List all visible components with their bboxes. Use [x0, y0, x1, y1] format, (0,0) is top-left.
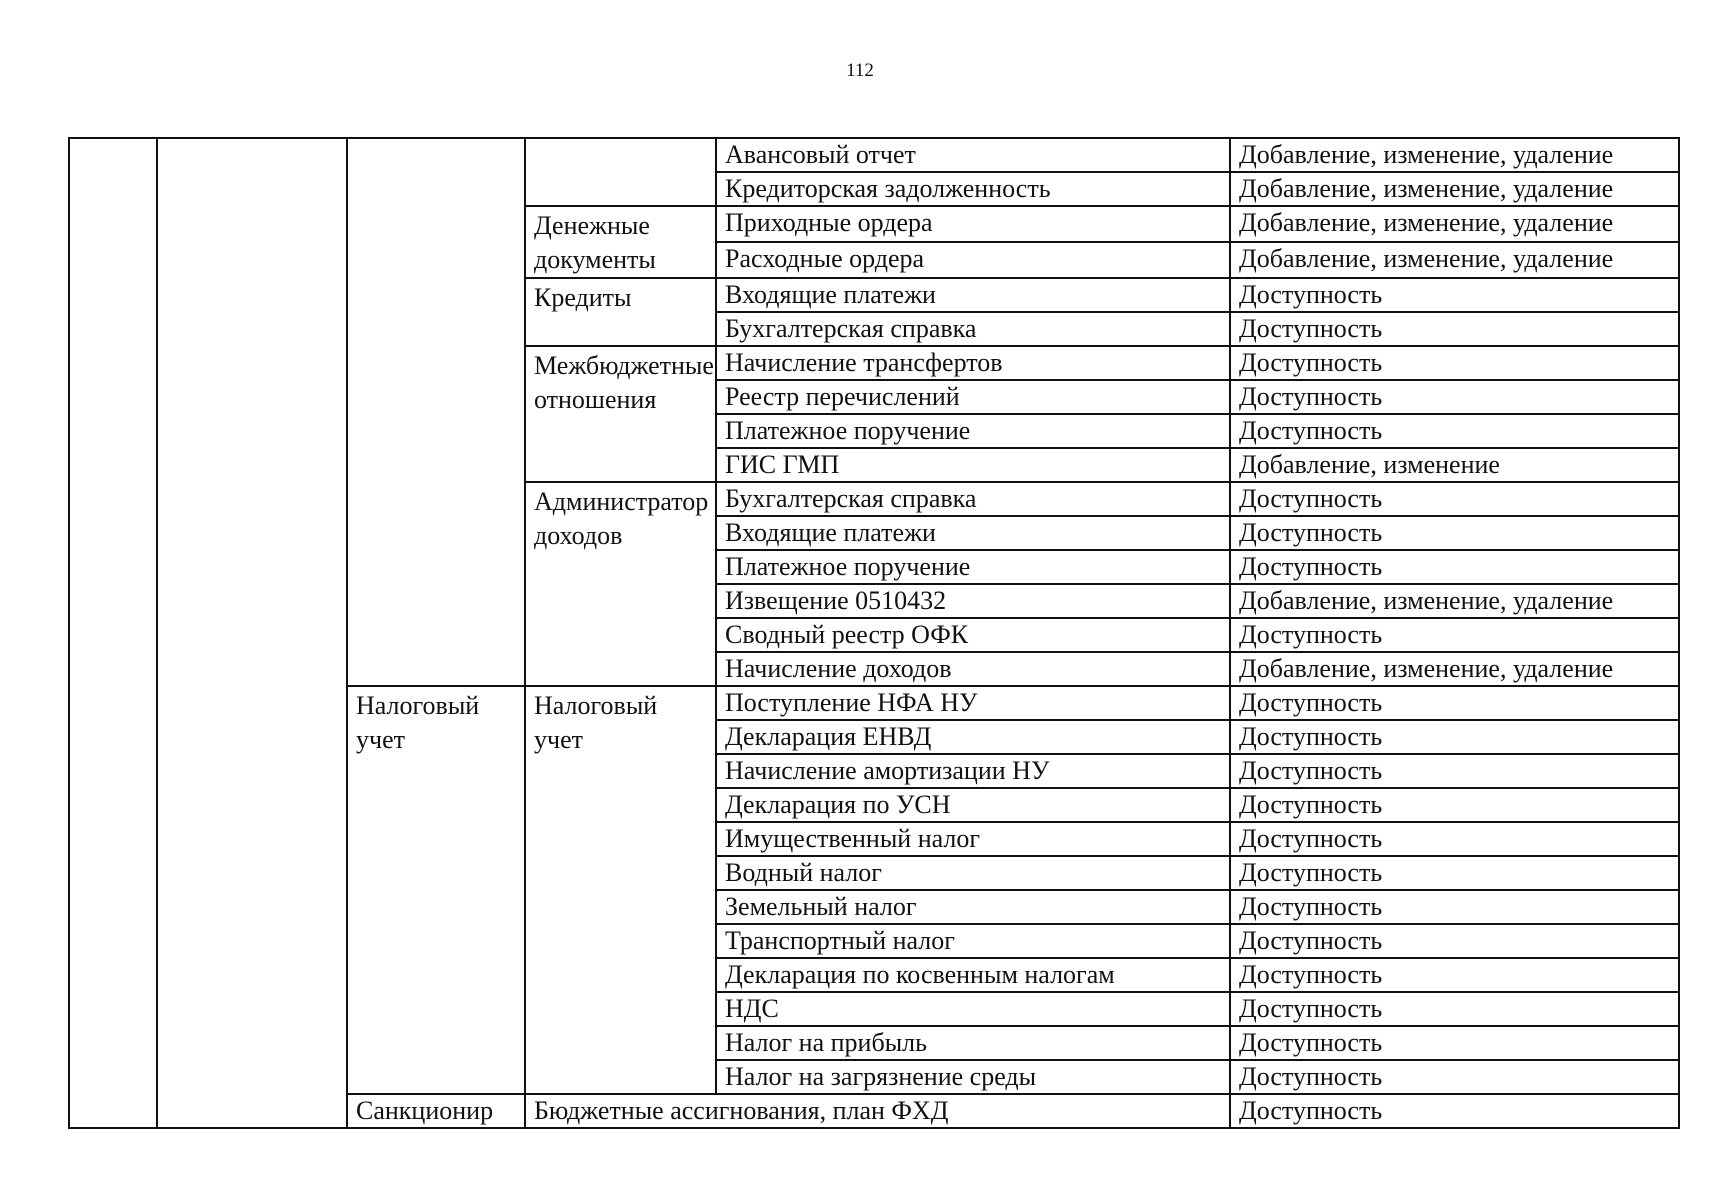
rights-cell: Доступность	[1230, 856, 1679, 890]
subgroup-cell: Кредиты	[525, 278, 716, 346]
document-cell: Транспортный налог	[716, 924, 1230, 958]
document-cell: Входящие платежи	[716, 278, 1230, 312]
rights-cell: Доступность	[1230, 618, 1679, 652]
rights-cell: Доступность	[1230, 516, 1679, 550]
rights-cell: Доступность	[1230, 278, 1679, 312]
section-cell: Санкционир	[347, 1094, 525, 1128]
table-row	[69, 138, 1679, 172]
document-cell: Приходные ордера	[716, 206, 1230, 242]
document-cell: Начисление трансфертов	[716, 346, 1230, 380]
document-cell: Декларация по косвенным налогам	[716, 958, 1230, 992]
document-cell: Платежное поручение	[716, 550, 1230, 584]
rights-cell: Доступность	[1230, 720, 1679, 754]
rights-cell: Доступность	[1230, 550, 1679, 584]
document-cell: Имущественный налог	[716, 822, 1230, 856]
document-cell: Начисление доходов	[716, 652, 1230, 686]
rights-cell: Доступность	[1230, 1094, 1679, 1128]
rights-cell: Доступность	[1230, 414, 1679, 448]
document-cell: Входящие платежи	[716, 516, 1230, 550]
rights-cell: Добавление, изменение, удаление	[1230, 242, 1679, 278]
document-cell: Начисление амортизации НУ	[716, 754, 1230, 788]
document-cell: Реестр перечислений	[716, 380, 1230, 414]
document-cell: Сводный реестр ОФК	[716, 618, 1230, 652]
rights-cell: Доступность	[1230, 482, 1679, 516]
number-cell	[69, 138, 157, 1128]
document-cell: Извещение 0510432	[716, 584, 1230, 618]
document-cell: ГИС ГМП	[716, 448, 1230, 482]
document-cell: Земельный налог	[716, 890, 1230, 924]
rights-cell: Добавление, изменение, удаление	[1230, 652, 1679, 686]
rights-cell: Доступность	[1230, 312, 1679, 346]
document-cell: Кредиторская задолженность	[716, 172, 1230, 206]
rights-cell: Доступность	[1230, 822, 1679, 856]
rights-cell: Добавление, изменение, удаление	[1230, 206, 1679, 242]
subgroup-cell	[525, 138, 716, 206]
document-cell: Налог на загрязнение среды	[716, 1060, 1230, 1094]
document-cell: Налог на прибыль	[716, 1026, 1230, 1060]
rights-cell: Доступность	[1230, 1026, 1679, 1060]
rights-cell: Добавление, изменение, удаление	[1230, 584, 1679, 618]
subgroup-cell: Налоговый учет	[525, 686, 716, 1094]
rights-cell: Доступность	[1230, 958, 1679, 992]
page-number: 112	[846, 60, 874, 81]
rights-cell: Доступность	[1230, 788, 1679, 822]
rights-cell: Доступность	[1230, 686, 1679, 720]
rights-cell: Доступность	[1230, 992, 1679, 1026]
document-cell: Авансовый отчет	[716, 138, 1230, 172]
subgroup-cell: Денежные документы	[525, 206, 716, 278]
document-cell: Бюджетные ассигнования, план ФХД	[525, 1094, 1230, 1128]
rights-cell: Доступность	[1230, 924, 1679, 958]
rights-cell: Доступность	[1230, 1060, 1679, 1094]
rights-cell: Добавление, изменение, удаление	[1230, 172, 1679, 206]
rights-cell: Добавление, изменение	[1230, 448, 1679, 482]
rights-cell: Добавление, изменение, удаление	[1230, 138, 1679, 172]
document-cell: Декларация по УСН	[716, 788, 1230, 822]
section-cell	[347, 138, 525, 686]
document-cell: Декларация ЕНВД	[716, 720, 1230, 754]
rights-cell: Доступность	[1230, 890, 1679, 924]
rights-cell: Доступность	[1230, 754, 1679, 788]
document-cell: Водный налог	[716, 856, 1230, 890]
rights-cell: Доступность	[1230, 380, 1679, 414]
document-cell: Бухгалтерская справка	[716, 312, 1230, 346]
document-cell: Платежное поручение	[716, 414, 1230, 448]
document-cell: Бухгалтерская справка	[716, 482, 1230, 516]
document-cell: Расходные ордера	[716, 242, 1230, 278]
section-cell: Налоговый учет	[347, 686, 525, 1094]
subgroup-cell: Межбюджетные отношения	[525, 346, 716, 482]
role-cell	[157, 138, 347, 1128]
document-cell: НДС	[716, 992, 1230, 1026]
rights-cell: Доступность	[1230, 346, 1679, 380]
document-cell: Поступление НФА НУ	[716, 686, 1230, 720]
subgroup-cell: Администратор доходов	[525, 482, 716, 686]
access-rights-table	[68, 137, 1680, 1129]
